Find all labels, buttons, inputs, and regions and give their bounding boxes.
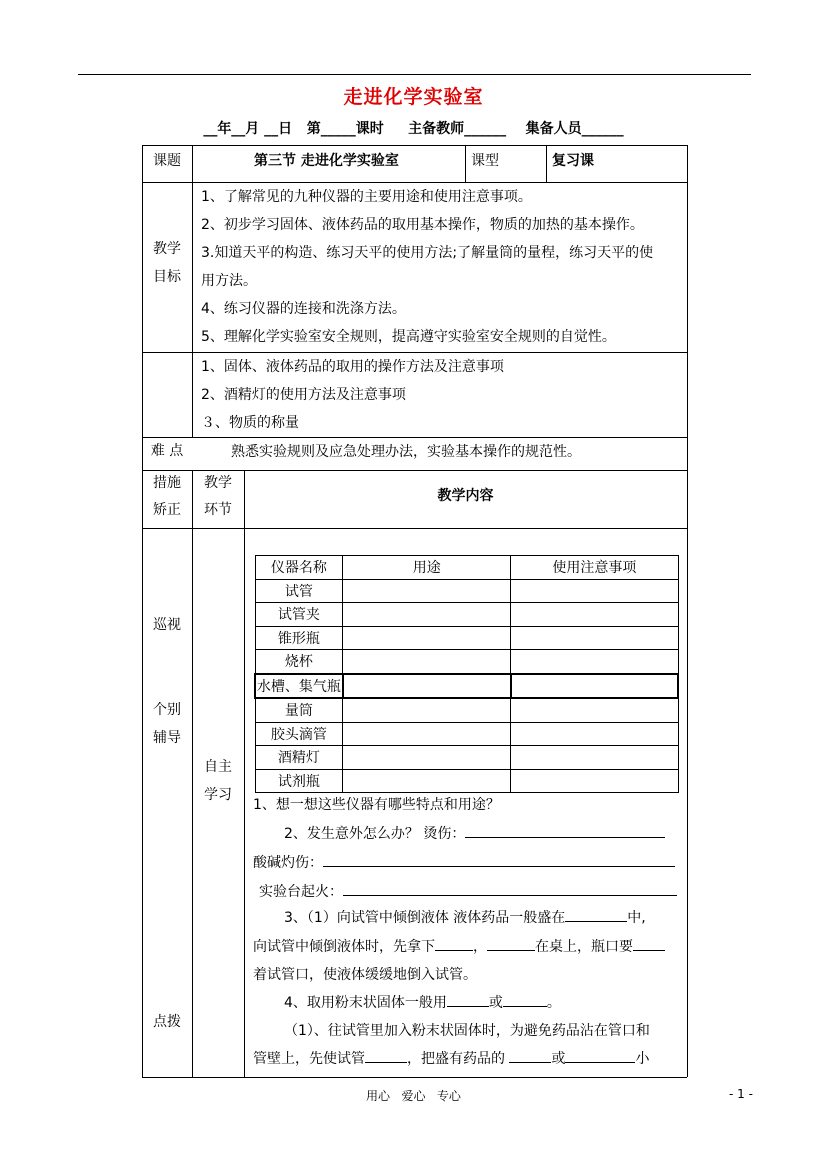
- difficulty-label: 难 点: [150, 443, 184, 459]
- instrument-name: 量筒: [255, 698, 343, 722]
- goal-item: 3.知道天平的构造、练习天平的使用方法;了解量筒的量程，练习天平的使: [201, 245, 654, 261]
- caution-cell: [511, 626, 678, 650]
- caution-cell: [511, 746, 678, 770]
- instrument-name: 试剂瓶: [255, 769, 343, 793]
- goals-label-a: 教学: [153, 241, 181, 257]
- question-4-line: [284, 992, 561, 1012]
- table-row: [255, 674, 678, 699]
- instrument-name: 试管夹: [255, 603, 343, 627]
- document-title: 走进化学实验室: [343, 86, 484, 108]
- column-header: 用途: [343, 556, 511, 580]
- caution-cell: [511, 650, 678, 674]
- question-5b-or: 或: [551, 1051, 566, 1067]
- stage-self-b: 学习: [204, 787, 232, 803]
- answer-blank[interactable]: [565, 1048, 635, 1063]
- question-3b-text: 向试管中倾倒液体时，先拿下: [253, 939, 435, 955]
- question-1: 1、想一想这些仪器有哪些特点和用途？: [253, 797, 500, 813]
- answer-blank[interactable]: [323, 852, 675, 867]
- goals-label-b: 目标: [153, 269, 181, 285]
- answer-blank[interactable]: [447, 992, 489, 1007]
- question-5b-text: 管壁上，先使试管: [253, 1051, 365, 1067]
- stage-label-a: 教学: [204, 475, 232, 491]
- goal-item: 1、了解常见的九种仪器的主要用途和使用注意事项。: [201, 189, 532, 205]
- answer-blank[interactable]: [633, 936, 665, 951]
- question-5b-mid: ，把盛有药品的: [407, 1051, 505, 1067]
- answer-blank[interactable]: [343, 881, 677, 896]
- question-3b-line: [253, 936, 665, 956]
- measures-label-b: 矫正: [153, 502, 181, 518]
- usage-cell: [343, 722, 511, 746]
- difficulty-value: 熟悉实验规则及应急处理办法，实验基本操作的规范性。: [231, 444, 581, 460]
- answer-blank[interactable]: [465, 823, 665, 838]
- measures-label-a: 措施: [153, 475, 181, 491]
- content-header: 教学内容: [437, 488, 494, 504]
- type-value: 复习课: [552, 153, 594, 169]
- rule: [142, 182, 687, 183]
- table-row: [255, 746, 678, 770]
- note-patrol: 巡视: [153, 617, 181, 633]
- caution-cell: [511, 579, 678, 603]
- question-5a: （1）、往试管里加入粉末状固体时，为避免药品沾在管口和: [284, 1023, 650, 1039]
- table-row: [255, 603, 678, 627]
- goal-item: 用方法。: [201, 273, 257, 289]
- instrument-name: 胶头滴管: [255, 722, 343, 746]
- key-item: 1、固体、液体药品的取用的操作方法及注意事项: [201, 359, 504, 375]
- note-hint: 点拨: [153, 1014, 181, 1030]
- usage-cell: [343, 746, 511, 770]
- question-3a-end: 中,: [627, 910, 646, 926]
- usage-cell: [343, 698, 511, 722]
- goal-item: 5、理解化学实验室安全规则，提高遵守实验室安全规则的自觉性。: [201, 329, 616, 345]
- question-2c-text: 实验台起火：: [259, 884, 343, 900]
- usage-cell: [343, 674, 511, 699]
- instrument-name: 锥形瓶: [255, 626, 343, 650]
- goal-item: 2、初步学习固体、液体药品的取用基本操作，物质的加热的基本操作。: [201, 217, 644, 233]
- usage-cell: [343, 603, 511, 627]
- table-row: [255, 769, 678, 793]
- instrument-name: 烧杯: [255, 650, 343, 674]
- rule: [546, 145, 547, 182]
- top-rule: [78, 74, 751, 75]
- answer-blank[interactable]: [487, 936, 535, 951]
- rule: [142, 528, 687, 529]
- answer-blank[interactable]: [503, 992, 547, 1007]
- question-2-text: 2、发生意外怎么办？ 烫伤：: [284, 826, 466, 842]
- column-header: 使用注意事项: [511, 556, 678, 580]
- question-2-line: [284, 823, 665, 843]
- type-label: 课型: [471, 153, 499, 169]
- question-5b-line: [253, 1048, 649, 1068]
- question-3a-line: [284, 907, 646, 927]
- table-header-row: [255, 556, 678, 580]
- question-3b-mid: 在桌上，瓶口要: [535, 939, 633, 955]
- table-row: [255, 698, 678, 722]
- question-3a-text: 3、（1）向试管中倾倒液体 液体药品一般盛在: [284, 910, 566, 926]
- answer-blank[interactable]: [565, 907, 627, 922]
- rule: [465, 145, 466, 182]
- instrument-table: [254, 555, 679, 793]
- header-line: __年__月 __日 第_____课时 主备教师______ 集备人员______: [203, 121, 624, 137]
- question-4-text: 4、取用粉末状固体一般用: [284, 995, 447, 1011]
- question-2b-text: 酸碱灼伤：: [253, 855, 323, 871]
- instrument-name: 试管: [255, 579, 343, 603]
- rule: [142, 437, 687, 438]
- table-row: [255, 579, 678, 603]
- answer-blank[interactable]: [509, 1048, 551, 1063]
- caution-cell: [511, 769, 678, 793]
- page-number: - 1 -: [729, 1087, 753, 1101]
- table-row: [255, 650, 678, 674]
- rule: [142, 145, 687, 146]
- question-3c: 着试管口，使液体缓缓地倒入试管。: [253, 967, 477, 983]
- rule: [687, 145, 688, 1077]
- table-row: [255, 722, 678, 746]
- goal-item: 4、练习仪器的连接和洗涤方法。: [201, 301, 406, 317]
- question-2c-line: [259, 881, 677, 901]
- instrument-name: 水槽、集气瓶: [255, 674, 343, 699]
- stage-label-b: 环节: [204, 502, 232, 518]
- rule: [244, 470, 245, 1077]
- caution-cell: [511, 722, 678, 746]
- caution-cell: [511, 674, 678, 699]
- rule: [142, 1077, 687, 1078]
- key-item: 2、酒精灯的使用方法及注意事项: [201, 387, 406, 403]
- stage-self-a: 自主: [204, 759, 232, 775]
- usage-cell: [343, 579, 511, 603]
- table-row: [255, 626, 678, 650]
- topic-value: 第三节 走进化学实验室: [254, 153, 399, 169]
- caution-cell: [511, 698, 678, 722]
- caution-cell: [511, 603, 678, 627]
- footer-motto: 用心 爱心 专心: [366, 1089, 461, 1103]
- usage-cell: [343, 769, 511, 793]
- note-individual: 个别: [153, 702, 181, 718]
- question-3b-sep: ，: [473, 939, 487, 955]
- answer-blank[interactable]: [435, 936, 473, 951]
- key-item: ３、物质的称量: [201, 415, 299, 431]
- usage-cell: [343, 650, 511, 674]
- column-header: 仪器名称: [255, 556, 343, 580]
- rule: [142, 352, 687, 353]
- rule: [142, 470, 687, 471]
- question-5b-end: 小: [635, 1051, 650, 1067]
- topic-label: 课题: [153, 153, 181, 169]
- instrument-name: 酒精灯: [255, 746, 343, 770]
- question-4-or: 或: [488, 995, 503, 1011]
- answer-blank[interactable]: [365, 1048, 407, 1063]
- usage-cell: [343, 626, 511, 650]
- note-guide: 辅导: [153, 730, 181, 746]
- question-4-end: 。: [546, 995, 561, 1011]
- question-2b-line: [253, 852, 675, 872]
- rule: [192, 145, 193, 437]
